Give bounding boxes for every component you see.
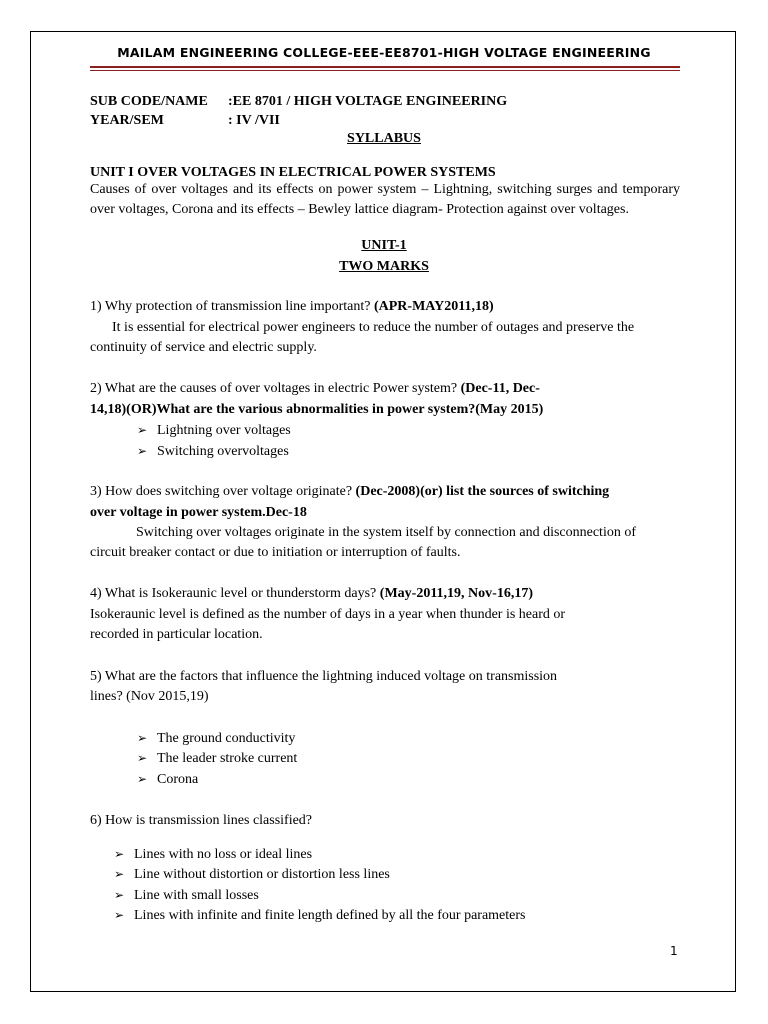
bullet-item: ➢ Line without distortion or distortion less lines	[114, 864, 390, 885]
question-2-line-2: 14,18)(OR)What are the various abnormalities in power system?(May 2015)	[90, 402, 544, 417]
answer-1-line-1: It is essential for electrical power engineers to reduce the number of outages and preserve the	[112, 320, 635, 335]
page-header: MAILAM ENGINEERING COLLEGE-EEE-EE8701-HIGH VOLTAGE ENGINEERING	[117, 45, 651, 60]
bullet-item: ➢ Lines with infinite and finite length defined by all the four parameters	[114, 905, 526, 926]
bullet-item: ➢ Switching overvoltages	[137, 441, 289, 462]
bullet-item: ➢ The leader stroke current	[137, 748, 297, 769]
answer-4-line-1: Isokeraunic level is defined as the number of days in a year when thunder is heard or	[90, 607, 566, 622]
two-marks-title: TWO MARKS	[339, 259, 429, 274]
page-number: 1	[670, 944, 678, 958]
syllabus-title: SYLLABUS	[347, 131, 421, 146]
year-sem-label: YEAR/SEM	[90, 113, 164, 128]
question-4	[90, 584, 533, 604]
question-1	[90, 297, 494, 317]
arrow-bullet-icon: ➢	[137, 731, 148, 745]
unit-heading: UNIT I OVER VOLTAGES IN ELECTRICAL POWER SYSTEMS	[90, 165, 496, 180]
bullet-item: ➢ Lines with no loss or ideal lines	[114, 844, 312, 865]
bullet-item: ➢ Corona	[137, 769, 198, 790]
bullet-item: ➢ The ground conductivity	[137, 728, 295, 749]
arrow-bullet-icon: ➢	[114, 908, 125, 922]
answer-3-line-1: Switching over voltages originate in the system itself by connection and disconnection of	[136, 525, 637, 540]
question-5-line-2: lines? (Nov 2015,19)	[90, 689, 209, 704]
arrow-bullet-icon: ➢	[137, 751, 148, 765]
arrow-bullet-icon: ➢	[114, 867, 125, 881]
question-5-line-1: 5) What are the factors that influence the lightning induced voltage on transmission	[90, 669, 558, 684]
question-3-text: 3) How does switching over voltage originate?	[90, 484, 356, 499]
question-4-text: 4) What is Isokeraunic level or thunderstorm days?	[90, 586, 380, 601]
arrow-bullet-icon: ➢	[137, 772, 148, 786]
answer-4-line-2: recorded in particular location.	[90, 627, 263, 642]
question-2-text: 2) What are the causes of over voltages in electric Power system?	[90, 381, 461, 396]
arrow-bullet-icon: ➢	[114, 888, 125, 902]
unit-description: Causes of over voltages and its effects on power system – Lightning, switching surges and temporary over voltages, Corona and its effects – Bewley lattice diagram- Protection against over voltages.	[90, 182, 680, 217]
question-3	[90, 482, 609, 502]
header-rule-thin	[90, 70, 680, 71]
sub-code-value: :EE 8701 / HIGH VOLTAGE ENGINEERING	[228, 94, 508, 109]
answer-3-line-2: circuit breaker contact or due to initiation or interruption of faults.	[90, 545, 461, 560]
arrow-bullet-icon: ➢	[137, 444, 148, 458]
question-3-line-2: over voltage in power system.Dec-18	[90, 505, 307, 520]
bullet-item: ➢ Lightning over voltages	[137, 420, 291, 441]
bullet-item: ➢ Line with small losses	[114, 885, 259, 906]
question-1-text: 1) Why protection of transmission line important?	[90, 299, 374, 314]
sub-code-label: SUB CODE/NAME	[90, 94, 208, 109]
arrow-bullet-icon: ➢	[114, 847, 125, 861]
answer-1-line-2: continuity of service and electric supply.	[90, 340, 317, 355]
question-6: 6) How is transmission lines classified?	[90, 813, 313, 828]
question-3-ref: (Dec-2008)(or) list the sources of switching	[355, 484, 610, 499]
year-sem-value: : IV /VII	[228, 113, 280, 128]
arrow-bullet-icon: ➢	[137, 423, 148, 437]
question-4-ref: (May-2011,19, Nov-16,17)	[379, 586, 533, 601]
question-2	[90, 379, 540, 399]
question-2-ref: (Dec-11, Dec-	[460, 381, 540, 396]
header-rule	[90, 66, 680, 68]
question-1-ref: (APR-MAY2011,18)	[373, 299, 494, 314]
unit-label: UNIT-1	[361, 238, 407, 253]
